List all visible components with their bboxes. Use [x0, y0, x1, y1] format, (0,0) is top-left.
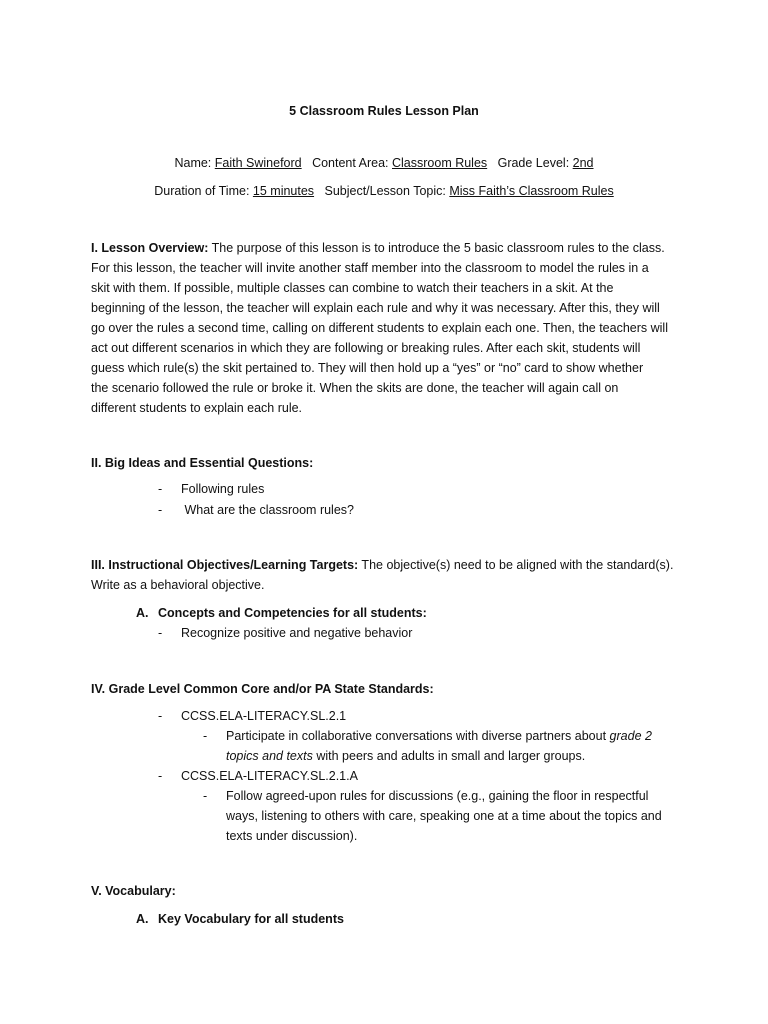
overview-line: act out different scenarios in which they are following or breaking rules. After each skit, students will [91, 341, 641, 355]
standard-desc-line: topics and texts with peers and adults in small and larger groups. [226, 749, 586, 763]
bullet-dash: - [158, 626, 163, 640]
standard-desc-line: Follow agreed-upon rules for discussions (e.g., gaining the floor in respectful [226, 789, 649, 803]
sub-a-heading: Key Vocabulary for all students [158, 912, 344, 926]
grade-level-value: 2nd [572, 156, 594, 170]
info-line-1 [0, 155, 768, 171]
sub-a-heading: Concepts and Competencies for all students: [158, 606, 427, 620]
topic-value: Miss Faith’s Classroom Rules [449, 184, 614, 198]
document-title: 5 Classroom Rules Lesson Plan [289, 104, 479, 118]
sub-a-marker: A. [136, 606, 149, 620]
overview-line: For this lesson, the teacher will invite another staff member into the classroom to model the rules in a [91, 261, 649, 275]
section-5-heading: V. Vocabulary: [91, 884, 176, 898]
name-value: Faith Swineford [214, 156, 302, 170]
standard-code: CCSS.ELA-LITERACY.SL.2.1.A [181, 769, 358, 783]
duration-label: Duration of Time: [154, 184, 250, 198]
section-3-line-2: Write as a behavioral objective. [91, 578, 265, 592]
bullet-dash: - [158, 769, 163, 783]
standard-code: CCSS.ELA-LITERACY.SL.2.1 [181, 709, 347, 723]
duration-value: 15 minutes [252, 184, 315, 198]
section-3-intro: The objective(s) need to be aligned with the standard(s). [358, 558, 674, 572]
section-1-heading: I. Lesson Overview: [91, 241, 209, 255]
overview-line: guess which rule(s) the skit pertained to. They will then hold up a “yes” or “no” card to show whether [91, 361, 644, 375]
name-label: Name: [174, 156, 212, 170]
section-2-heading: II. Big Ideas and Essential Questions: [91, 456, 314, 470]
overview-line: go over the rules a second time, calling on different students to explain each one. Then, the teachers will [91, 321, 668, 335]
bullet-dash: - [158, 503, 163, 517]
content-area-label: Content Area: [312, 156, 389, 170]
sub-a-marker: A. [136, 912, 149, 926]
bullet-dash: - [203, 729, 208, 743]
overview-line: the scenario followed the rule or broke it. When the skits are done, the teacher will again call on [91, 381, 619, 395]
info-line-2 [0, 183, 768, 199]
big-idea-item: Following rules [181, 482, 265, 496]
overview-line: different students to explain each rule. [91, 401, 303, 415]
grade-level-label: Grade Level: [497, 156, 570, 170]
standard-desc-line: texts under discussion). [226, 829, 358, 843]
overview-line: skit with them. If possible, multiple classes can combine to watch their teachers in a skit. At the [91, 281, 614, 295]
topic-label: Subject/Lesson Topic: [324, 184, 446, 198]
section-lesson-overview [91, 238, 691, 418]
section-3-heading: III. Instructional Objectives/Learning Targets: [91, 558, 359, 572]
competency-item: Recognize positive and negative behavior [181, 626, 413, 640]
bullet-dash: - [203, 789, 208, 803]
big-idea-item: What are the classroom rules? [181, 503, 354, 517]
overview-line: beginning of the lesson, the teacher will explain each rule and why it was necessary. After this, they will [91, 301, 660, 315]
standard-desc-line: Participate in collaborative conversations with diverse partners about grade 2 [226, 729, 652, 743]
overview-line: The purpose of this lesson is to introduce the 5 basic classroom rules to the class. [208, 241, 665, 255]
bullet-dash: - [158, 709, 163, 723]
bullet-dash: - [158, 482, 163, 496]
section-4-heading: IV. Grade Level Common Core and/or PA State Standards: [91, 682, 434, 696]
content-area-value: Classroom Rules [392, 156, 488, 170]
standard-desc-line: ways, listening to others with care, speaking one at a time about the topics and [226, 809, 662, 823]
section-3-line-1 [91, 557, 673, 573]
